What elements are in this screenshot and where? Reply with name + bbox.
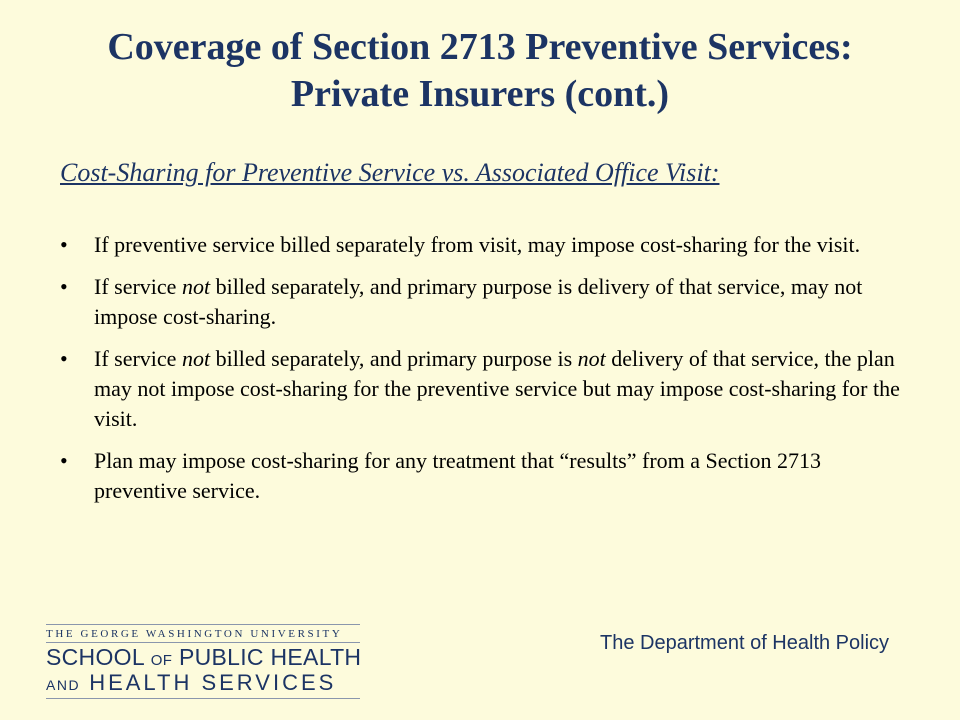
bullet-dot-icon: •: [60, 448, 68, 473]
bullet-text: If preventive service billed separately from visit, may impose cost-sharing for the visit.: [94, 232, 861, 257]
bullet-dot-icon: •: [60, 346, 68, 371]
bullet-item-3: [60, 344, 900, 434]
bullet-text: If service: [94, 346, 182, 371]
university-name: THE GEORGE WASHINGTON UNIVERSITY: [46, 628, 343, 640]
bullet-text: billed separately, and primary purpose is: [210, 346, 578, 371]
school-public-health: PUBLIC HEALTH: [178, 644, 362, 670]
slide-title: [0, 24, 960, 118]
bullet-dot-icon: •: [60, 274, 68, 299]
section-subtitle: Cost-Sharing for Preventive Service vs. Associated Office Visit:: [60, 158, 720, 187]
emphasis-text: not: [181, 274, 211, 299]
bullet-item-4: [60, 446, 900, 506]
school-logo-line-2: [46, 670, 336, 696]
school-health-services: HEALTH SERVICES: [89, 670, 337, 695]
slide-title-line-1: Coverage of Section 2713 Preventive Services:: [107, 26, 853, 68]
slide-title-line-2: Private Insurers (cont.): [290, 73, 670, 115]
department-name: The Department of Health Policy: [600, 632, 890, 654]
bullet-item-2: [60, 272, 900, 332]
bullet-dot-icon: •: [60, 232, 68, 257]
footer-rule-bottom: [46, 698, 360, 699]
bullet-item-1: [60, 230, 900, 260]
footer-rule-top: [46, 624, 360, 625]
bullet-text: delivery of that service, the plan may not impose cost-sharing for the preventive service but may impose cost-sharing for the visit.: [94, 346, 900, 431]
bullet-list: [60, 230, 900, 518]
bullet-text: Plan may impose cost-sharing for any treatment that “results” from a Section 2713 preventive service.: [94, 448, 822, 503]
bullet-text: If service: [94, 274, 182, 299]
emphasis-text: not: [181, 346, 211, 371]
school-and-word: AND: [46, 677, 81, 693]
school-logo-line-1: [46, 644, 361, 671]
footer-rule-middle: [46, 642, 360, 643]
school-word: SCHOOL: [46, 644, 145, 670]
emphasis-text: not: [577, 346, 606, 371]
school-of-word: OF: [150, 652, 173, 669]
bullet-text: billed separately, and primary purpose is delivery of that service, may not impose cost-sharing.: [94, 274, 863, 329]
